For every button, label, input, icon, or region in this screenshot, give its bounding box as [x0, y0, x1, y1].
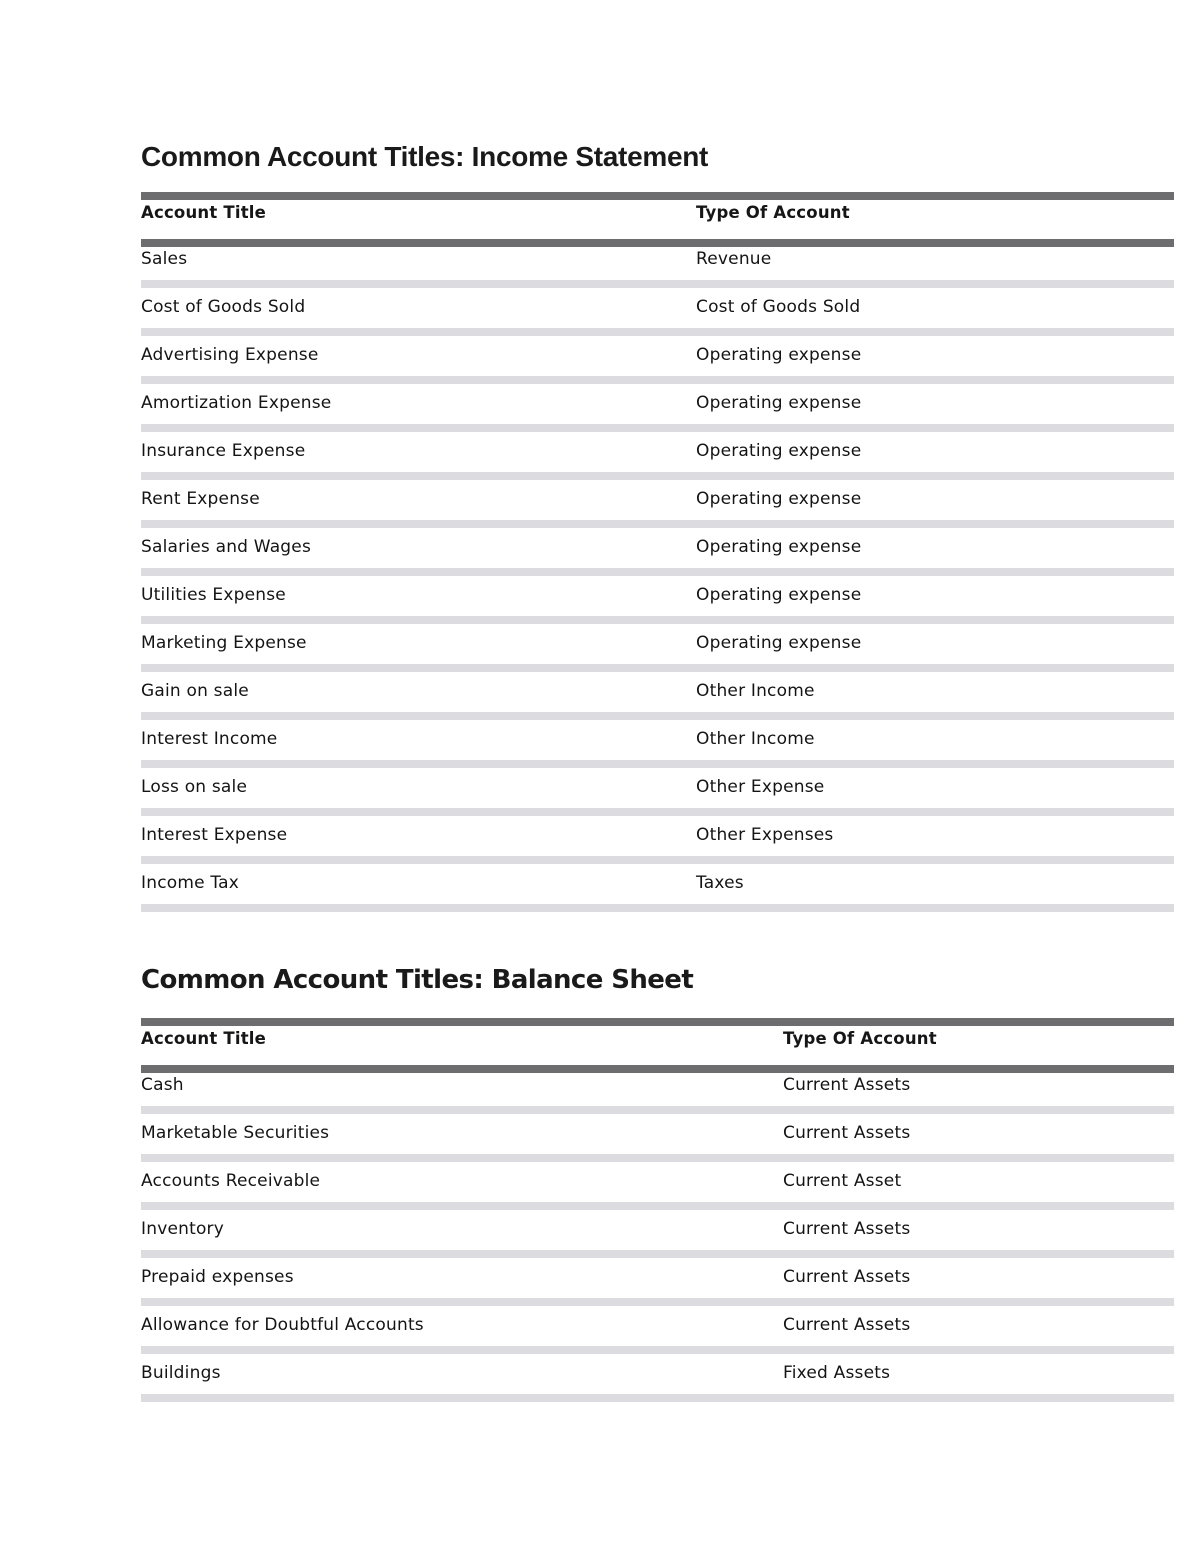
type-of-account-cell: Operating expense [696, 489, 862, 509]
type-of-account-cell: Other Income [696, 729, 815, 749]
type-of-account-cell: Other Expense [696, 777, 825, 797]
row-divider [141, 1346, 1174, 1354]
row-divider [141, 376, 1174, 384]
account-title-cell: Cash [141, 1075, 184, 1095]
row-divider [141, 664, 1174, 672]
balance-sheet-title: Common Account Titles: Balance Sheet [141, 965, 694, 995]
account-title-cell: Marketable Securities [141, 1123, 330, 1143]
type-of-account-cell: Operating expense [696, 345, 862, 365]
row-divider [141, 280, 1174, 288]
row-divider [141, 856, 1174, 864]
table-header-row [141, 192, 1174, 240]
account-title-cell: Amortization Expense [141, 393, 332, 413]
account-title-cell: Utilities Expense [141, 585, 286, 605]
row-divider [141, 1250, 1174, 1258]
balance-sheet-table [141, 1018, 1174, 1402]
type-of-account-cell: Fixed Assets [783, 1363, 891, 1383]
type-of-account-cell: Current Assets [783, 1123, 911, 1143]
type-of-account-cell: Current Asset [783, 1171, 902, 1191]
type-of-account-cell: Revenue [696, 249, 772, 269]
account-title-cell: Accounts Receivable [141, 1171, 321, 1191]
account-title-cell: Allowance for Doubtful Accounts [141, 1315, 424, 1335]
row-divider [141, 1202, 1174, 1210]
type-of-account-cell: Operating expense [696, 441, 862, 461]
table-row [141, 624, 1174, 672]
column-header-account-title: Account Title [141, 1029, 267, 1048]
account-title-cell: Rent Expense [141, 489, 260, 509]
table-row [141, 432, 1174, 480]
type-of-account-cell: Operating expense [696, 393, 862, 413]
row-divider [141, 1394, 1174, 1402]
header-rule-top [141, 1018, 1174, 1026]
table-header-row [141, 1018, 1174, 1066]
row-divider [141, 1154, 1174, 1162]
account-title-cell: Income Tax [141, 873, 240, 893]
type-of-account-cell: Current Assets [783, 1219, 911, 1239]
table-row [141, 720, 1174, 768]
account-title-cell: Loss on sale [141, 777, 248, 797]
table-row [141, 528, 1174, 576]
account-title-cell: Marketing Expense [141, 633, 307, 653]
table-row [141, 336, 1174, 384]
table-row [141, 1354, 1174, 1402]
row-divider [141, 1298, 1174, 1306]
table-row [141, 240, 1174, 288]
account-title-cell: Interest Income [141, 729, 278, 749]
account-title-cell: Salaries and Wages [141, 537, 312, 557]
table-row [141, 1306, 1174, 1354]
row-divider [141, 520, 1174, 528]
table-row [141, 480, 1174, 528]
table-row [141, 1162, 1174, 1210]
type-of-account-cell: Current Assets [783, 1267, 911, 1287]
income-statement-rows [141, 240, 1174, 912]
header-rule-top [141, 192, 1174, 200]
account-title-cell: Insurance Expense [141, 441, 306, 461]
table-row [141, 1258, 1174, 1306]
row-divider [141, 760, 1174, 768]
table-row [141, 1066, 1174, 1114]
account-title-cell: Inventory [141, 1219, 224, 1239]
table-row [141, 864, 1174, 912]
type-of-account-cell: Current Assets [783, 1315, 911, 1335]
account-title-cell: Sales [141, 249, 188, 269]
row-divider [141, 328, 1174, 336]
table-row [141, 1114, 1174, 1162]
income-statement-table [141, 192, 1174, 912]
account-title-cell: Gain on sale [141, 681, 249, 701]
type-of-account-cell: Operating expense [696, 633, 862, 653]
type-of-account-cell: Other Income [696, 681, 815, 701]
row-divider [141, 1106, 1174, 1114]
type-of-account-cell: Current Assets [783, 1075, 911, 1095]
row-divider [141, 616, 1174, 624]
table-row [141, 288, 1174, 336]
table-row [141, 384, 1174, 432]
account-title-cell: Interest Expense [141, 825, 288, 845]
column-header-type-of-account: Type Of Account [783, 1029, 937, 1048]
type-of-account-cell: Operating expense [696, 537, 862, 557]
type-of-account-cell: Cost of Goods Sold [696, 297, 861, 317]
type-of-account-cell: Operating expense [696, 585, 862, 605]
income-statement-title: Common Account Titles: Income Statement [141, 141, 709, 172]
row-divider [141, 568, 1174, 576]
type-of-account-cell: Taxes [696, 873, 744, 893]
row-divider [141, 904, 1174, 912]
column-header-type-of-account: Type Of Account [696, 203, 850, 222]
type-of-account-cell: Other Expenses [696, 825, 834, 845]
account-title-cell: Cost of Goods Sold [141, 297, 306, 317]
table-row [141, 768, 1174, 816]
row-divider [141, 472, 1174, 480]
table-row [141, 576, 1174, 624]
table-row [141, 1210, 1174, 1258]
balance-sheet-rows [141, 1066, 1174, 1402]
row-divider [141, 712, 1174, 720]
account-title-cell: Advertising Expense [141, 345, 319, 365]
table-row [141, 672, 1174, 720]
column-header-account-title: Account Title [141, 203, 267, 222]
row-divider [141, 808, 1174, 816]
table-row [141, 816, 1174, 864]
account-title-cell: Buildings [141, 1363, 221, 1383]
account-title-cell: Prepaid expenses [141, 1267, 294, 1287]
row-divider [141, 424, 1174, 432]
